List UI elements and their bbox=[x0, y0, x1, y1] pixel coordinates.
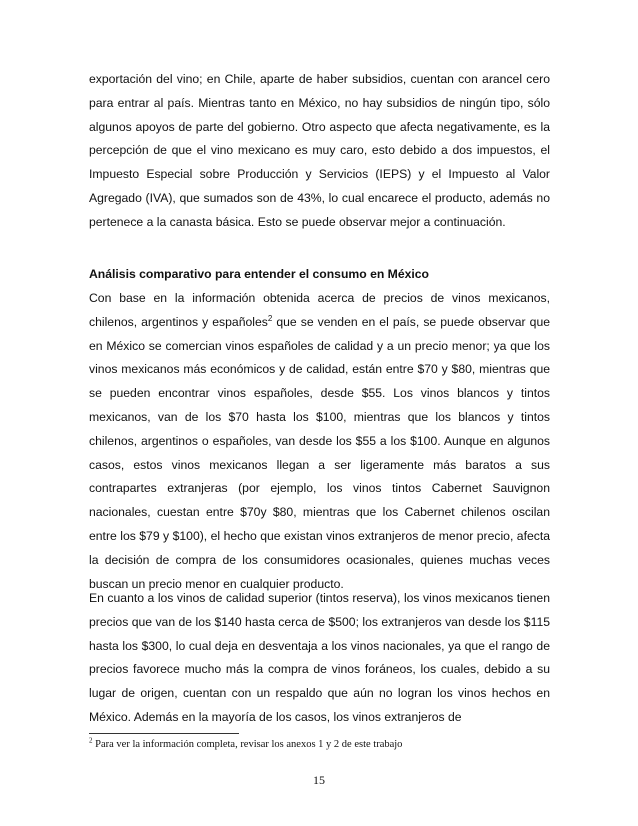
paragraph-intro bbox=[89, 68, 550, 235]
footnote-separator bbox=[89, 733, 239, 734]
footnote-marker: 2 bbox=[89, 736, 93, 745]
paragraph-comparison bbox=[89, 287, 550, 596]
page-number: 15 bbox=[313, 773, 325, 787]
section-heading: Análisis comparativo para entender el consumo en México bbox=[89, 267, 430, 281]
footnote-text: Para ver la información completa, revisar los anexos 1 y 2 de este trabajo bbox=[92, 739, 403, 750]
paragraph-text: En cuanto a los vinos de calidad superior (tintos reserva), los vinos mexicanos tienen precios que van de los $140 hasta cerca de $500; los extranjeros van desde los $115 hasta los $300, lo cual deja en desventaja a los vinos nacionales, ya que el rango de precios favorece mucho más la compra de vinos foráneos, los cuales, debido a su lugar de origen, cuentan con un respaldo que aún no logran los vinos hechos en México. Además en la mayoría de los casos, los vinos extranjeros de bbox=[89, 591, 550, 724]
paragraph-text bbox=[89, 287, 550, 596]
paragraph-text-end: que se venden en el país, se puede observar que en México se comercian vinos españoles de calidad y a un precio menor; ya que los vinos mexicanos más económicos y de calidad, están entre $70 y $80, mientras que se pueden encontrar vinos españoles, desde $55. Los vinos blancos y tintos mexicanos, van de los $70 hasta los $100, mientras que los blancos y tintos chilenos, argentinos o españoles, van desde los $55 a los $100. Aunque en algunos casos, estos vinos mexicanos llegan a ser ligeramente más baratos a sus contrapartes extranjeras (por ejemplo, los vinos tintos Cabernet Sauvignon nacionales, cuestan entre $70y $80, mientras que los Cabernet chilenos oscilan entre los $79 y $100), el hecho que existan vinos extranjeros de menor precio, afecta la decisión de compra de los consumidores ocasionales, quienes muchas veces buscan un precio menor en cualquier producto. bbox=[89, 314, 550, 591]
footnote-reference: 2 bbox=[267, 313, 273, 323]
footnote bbox=[89, 736, 550, 750]
paragraph-text: exportación del vino; en Chile, aparte de haber subsidios, cuentan con arancel cero para entrar al país. Mientras tanto en México, no hay subsidios de ningún tipo, sólo algunos apoyos de parte del gobierno. Otro aspecto que afecta negativamente, es la percepción de que el vino mexicano es muy caro, esto debido a dos impuestos, el Impuesto Especial sobre Producción y Servicios (IEPS) y el Impuesto al Valor Agregado (IVA), que sumados son de 43%, lo cual encarece el producto, además no pertenece a la canasta básica. Esto se puede observar mejor a continuación. bbox=[89, 72, 550, 229]
paragraph-text-start: Con base en la información obtenida acerca de precios de vinos mexicanos, chilenos, argentinos y españoles bbox=[89, 291, 550, 329]
paragraph-premium-wines bbox=[89, 587, 550, 730]
